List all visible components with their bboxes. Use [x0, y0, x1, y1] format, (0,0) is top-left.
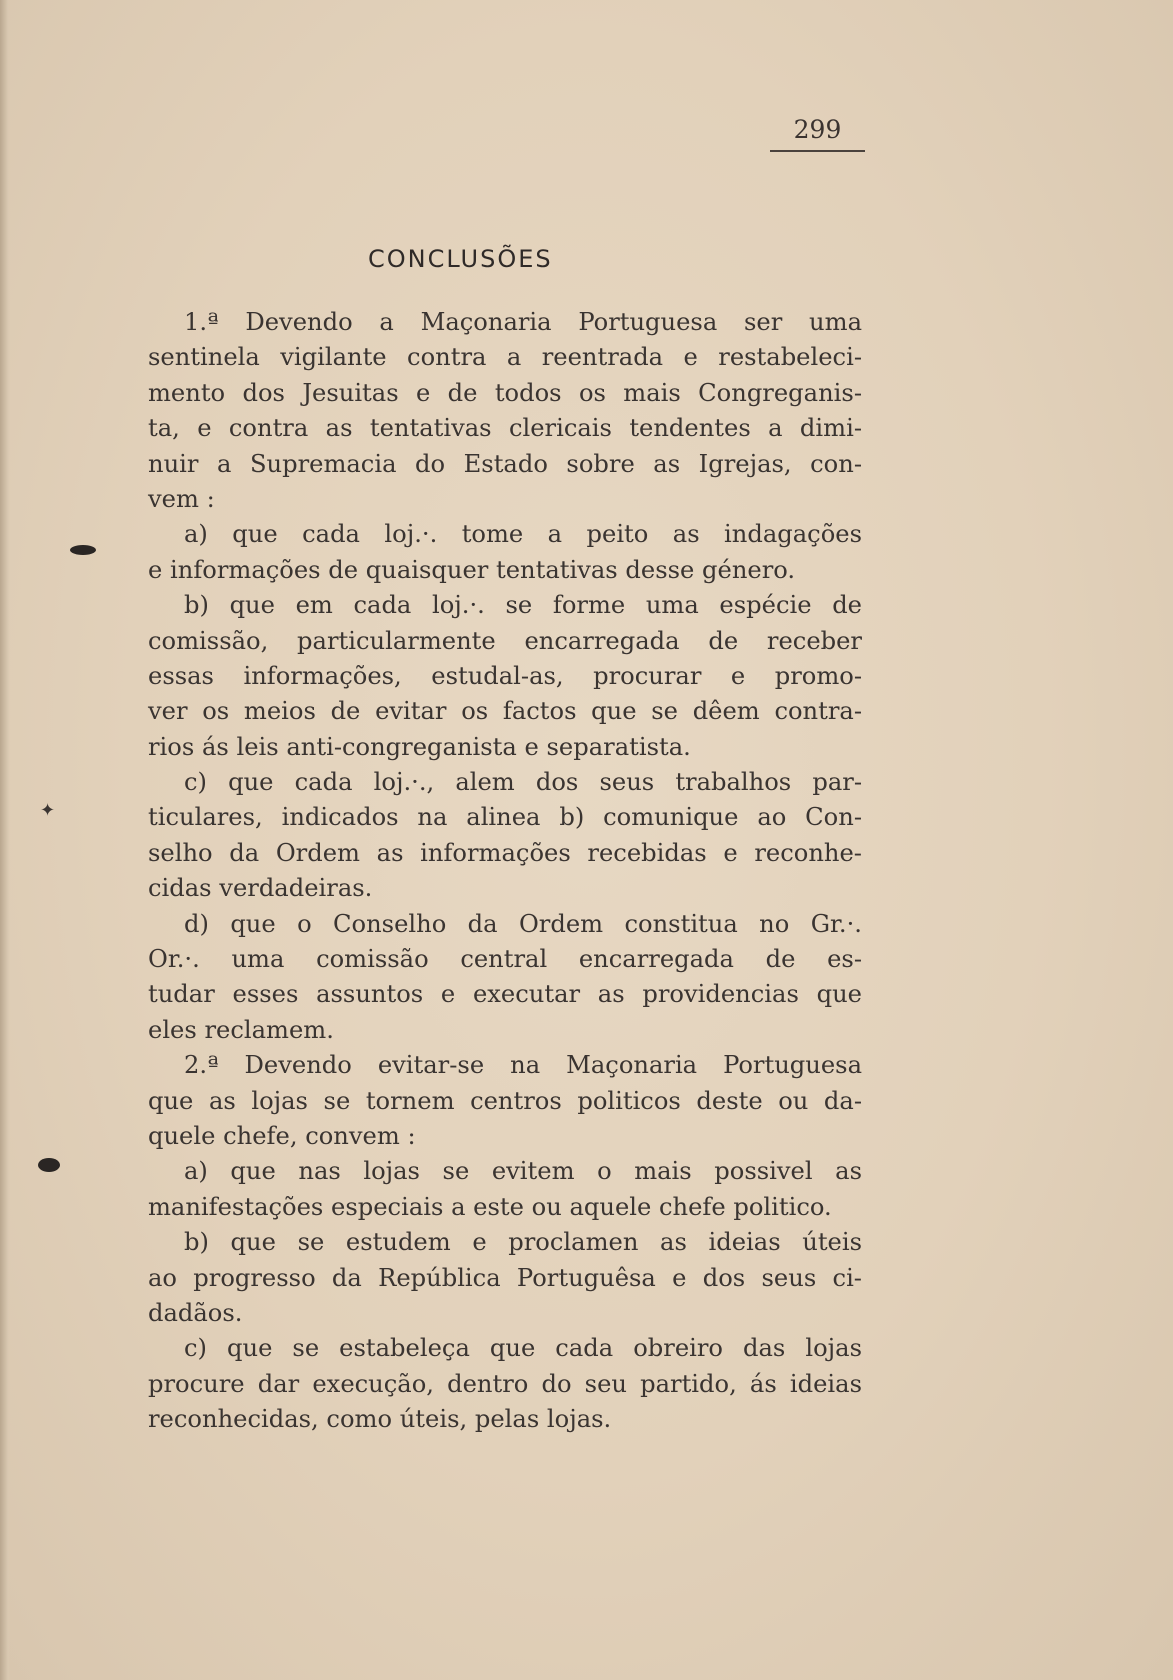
text-line: tudar esses assuntos e executar as providencias que [148, 980, 862, 1009]
text-line: b) que se estudem e proclamen as ideias úteis [184, 1228, 862, 1257]
text-line: sentinela vigilante contra a reentrada e restabeleci- [148, 343, 862, 372]
binding-hole-mark [38, 1158, 60, 1172]
text-line: a) que nas lojas se evitem o mais possivel as [184, 1157, 862, 1186]
text-line: nuir a Supremacia do Estado sobre as Igrejas, con- [148, 449, 862, 478]
text-line: ao progresso da República Portuguêsa e dos seus ci- [148, 1263, 862, 1292]
text-line: ver os meios de evitar os factos que se dêem contra- [148, 697, 862, 726]
text-line: a) que cada loj.·. tome a peito as indagações [184, 520, 862, 549]
text-line: mento dos Jesuitas e de todos os mais Congreganis- [148, 378, 862, 407]
text-line: c) que cada loj.·., alem dos seus trabalhos par- [184, 768, 862, 797]
text-line: rios ás leis anti-congreganista e separatista. [148, 732, 691, 761]
text-line: 1.ª Devendo a Maçonaria Portuguesa ser uma [184, 308, 862, 336]
text-line: vem : [148, 484, 215, 513]
body-text [148, 305, 862, 1438]
text-line: procure dar execução, dentro do seu partido, ás ideias [148, 1369, 862, 1398]
text-line: dadãos. [148, 1298, 243, 1327]
page-binding-edge [0, 0, 10, 1680]
text-line: comissão, particularmente encarregada de receber [148, 626, 862, 655]
text-line: c) que se estabeleça que cada obreiro das lojas [184, 1334, 862, 1363]
page-number: 299 [770, 115, 865, 152]
text-line: ticulares, indicados na alinea b) comunique ao Con- [148, 803, 862, 832]
binding-hole-mark [70, 545, 96, 555]
text-line: cidas verdadeiras. [148, 874, 373, 903]
text-line: b) que em cada loj.·. se forme uma espécie de [184, 591, 862, 620]
text-line: manifestações especiais a este ou aquele chefe politico. [148, 1192, 832, 1221]
text-line: quele chefe, convem : [148, 1121, 416, 1150]
binding-stitch-mark: ✦ [40, 800, 56, 821]
text-line: e informações de quaisquer tentativas desse género. [148, 555, 796, 584]
text-line: selho da Ordem as informações recebidas e reconhe- [148, 838, 862, 867]
text-line: d) que o Conselho da Ordem constitua no Gr.·. [184, 909, 862, 938]
text-line: essas informações, estudal-as, procurar e promo- [148, 661, 862, 690]
text-line: eles reclamem. [148, 1015, 334, 1044]
text-line: 2.ª Devendo evitar-se na Maçonaria Portuguesa [184, 1051, 862, 1080]
section-heading: CONCLUSÕES [368, 245, 553, 273]
text-line: que as lojas se tornem centros politicos deste ou da- [148, 1086, 862, 1115]
text-line: ta, e contra as tentativas clericais tendentes a dimi- [148, 414, 862, 443]
text-line: reconhecidas, como úteis, pelas lojas. [148, 1405, 612, 1434]
text-line: Or.·. uma comissão central encarregada de es- [148, 945, 862, 974]
